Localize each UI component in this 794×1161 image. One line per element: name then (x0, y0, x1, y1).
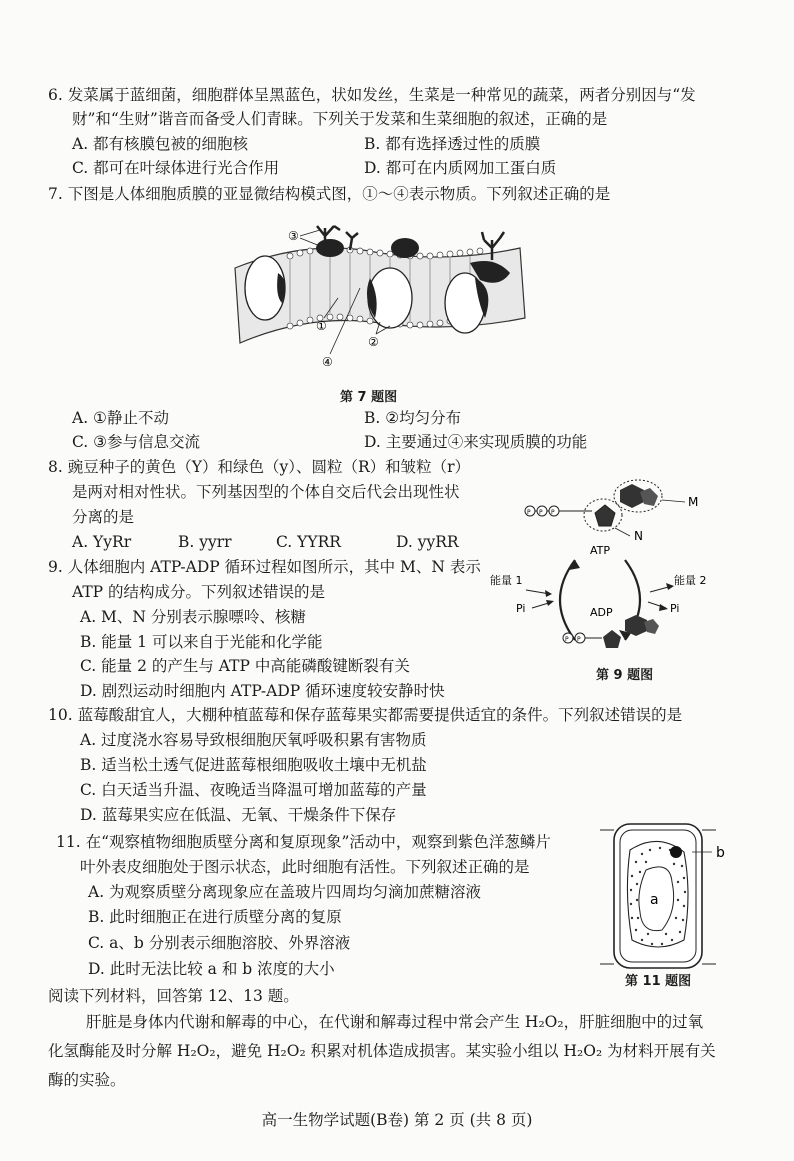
label-1: ① (316, 319, 327, 333)
q9-stem-line1: 9. 人体细胞内 ATP-ADP 循环过程如图所示，其中 M、N 表示 (48, 558, 481, 576)
q11-stem-line2: 叶外表皮细胞处于图示状态，此时细胞有活性。下列叙述正确的是 (80, 858, 530, 876)
q8-option-c: C. YYRR (276, 533, 341, 551)
label-3: ③ (288, 229, 299, 243)
q7-stem: 7. 下图是人体细胞质膜的亚显微结构模式图，①～④表示物质。下列叙述正确的是 (48, 185, 611, 203)
q10-option-b: B. 适当松土透气促进蓝莓根细胞吸收土壤中无机盐 (80, 756, 427, 774)
plasmolysis-cell-diagram (600, 822, 740, 970)
label-N: N (634, 529, 643, 543)
q10-stem: 10. 蓝莓酸甜宜人，大棚种植蓝莓和保存蓝莓果实都需要提供适宜的条件。下列叙述错误的是 (48, 706, 683, 724)
q9-caption: 第 9 题图 (596, 668, 654, 683)
phosphate-1: P (527, 509, 531, 516)
q9-option-d: D. 剧烈运动时细胞内 ATP-ADP 循环速度较安静时快 (80, 682, 445, 700)
label-ATP: ATP (590, 544, 611, 557)
label-4: ④ (322, 355, 333, 369)
q10-option-a: A. 过度浇水容易导致根细胞厌氧呼吸积累有害物质 (80, 731, 427, 749)
label-pi-right: Pi (670, 602, 680, 615)
q7-option-a: A. ①静止不动 (72, 409, 169, 427)
q9-stem-line2: ATP 的结构成分。下列叙述错误的是 (72, 583, 326, 601)
q7-caption: 第 7 题图 (340, 390, 398, 405)
q6-option-d: D. 都可在内质网加工蛋白质 (364, 159, 557, 177)
reading-para-line3: 酶的实验。 (48, 1071, 126, 1089)
q6-stem-line2: 财”和“生财”谐音而备受人们青睐。下列关于发菜和生菜细胞的叙述，正确的是 (72, 110, 608, 128)
label-ADP: ADP (590, 606, 613, 619)
label-a: a (650, 892, 659, 908)
label-2: ② (368, 335, 379, 349)
q6-option-b: B. 都有选择透过性的质膜 (364, 135, 541, 153)
q8-option-b: B. yyrr (178, 533, 232, 551)
q11-option-c: C. a、b 分别表示细胞溶胶、外界溶液 (88, 934, 351, 952)
q9-option-b: B. 能量 1 可以来自于光能和化学能 (80, 633, 323, 651)
q11-stem-line1: 11. 在“观察植物细胞质壁分离和复原现象”活动中，观察到紫色洋葱鳞片 (56, 833, 551, 851)
label-pi-left: Pi (516, 602, 526, 615)
page-footer: 高一生物学试题(B卷) 第 2 页 (共 8 页) (261, 1111, 533, 1129)
phosphate-4: P (565, 636, 569, 643)
q9-option-a: A. M、N 分别表示腺嘌呤、核糖 (80, 608, 306, 626)
q6-option-a: A. 都有核膜包被的细胞核 (72, 135, 249, 153)
phosphate-2: P (539, 509, 543, 516)
reading-para-line1: 肝脏是身体内代谢和解毒的中心，在代谢和解毒过程中常会产生 H₂O₂，肝脏细胞中的过氧 (86, 1013, 704, 1031)
q8-option-a: A. YyRr (72, 533, 132, 551)
q11-option-d: D. 此时无法比较 a 和 b 浓度的大小 (88, 960, 335, 978)
label-b: b (716, 845, 725, 861)
q10-option-d: D. 蓝莓果实应在低温、无氧、干燥条件下保存 (80, 806, 397, 824)
q6-option-c: C. 都可在叶绿体进行光合作用 (72, 159, 280, 177)
atp-adp-cycle-diagram (490, 470, 720, 660)
q7-option-c: C. ③参与信息交流 (72, 433, 201, 451)
label-energy2: 能量 2 (674, 574, 707, 587)
phosphate-5: P (577, 636, 581, 643)
q11-option-a: A. 为观察质壁分离现象应在盖玻片四周均匀滴加蔗糖溶液 (88, 883, 482, 901)
q11-caption: 第 11 题图 (625, 974, 692, 989)
q10-option-c: C. 白天适当升温、夜晚适当降温可增加蓝莓的产量 (80, 781, 427, 799)
phosphate-3: P (551, 509, 555, 516)
q8-stem-line1: 8. 豌豆种子的黄色（Y）和绿色（y）、圆粒（R）和皱粒（r） (48, 458, 471, 476)
q8-stem-line2: 是两对相对性状。下列基因型的个体自交后代会出现性状 (72, 483, 460, 501)
q8-stem-line3: 分离的是 (72, 508, 135, 526)
reading-intro: 阅读下列材料，回答第 12、13 题。 (48, 987, 299, 1005)
q9-option-c: C. 能量 2 的产生与 ATP 中高能磷酸键断裂有关 (80, 657, 410, 675)
label-M: M (688, 495, 699, 509)
cell-membrane-diagram (230, 218, 530, 378)
q7-option-b: B. ②均匀分布 (364, 409, 462, 427)
q11-option-b: B. 此时细胞正在进行质壁分离的复原 (88, 908, 342, 926)
q8-option-d: D. yyRR (396, 533, 459, 551)
q7-option-d: D. 主要通过④来实现质膜的功能 (364, 433, 588, 451)
label-energy1: 能量 1 (490, 574, 523, 587)
q6-stem-line1: 6. 发菜属于蓝细菌，细胞群体呈黑蓝色，状如发丝，生菜是一种常见的蔬菜，两者分别因与“发 (48, 86, 696, 104)
reading-para-line2: 化氢酶能及时分解 H₂O₂，避免 H₂O₂ 积累对机体造成损害。某实验小组以 H₂O₂ 为材料开展有关 (48, 1042, 716, 1060)
